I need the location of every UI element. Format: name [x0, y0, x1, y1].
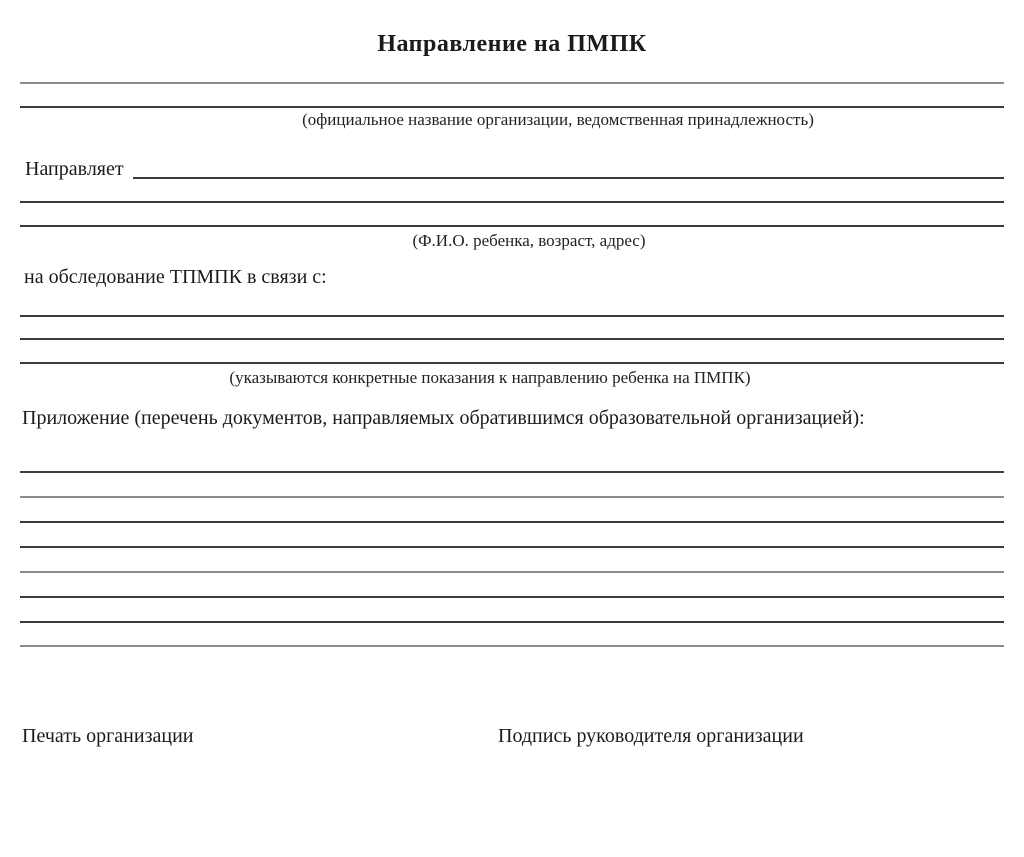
appendix-line-3 [20, 521, 1004, 523]
directs-label: Направляет [25, 158, 124, 180]
child-info-line-3 [20, 225, 1004, 227]
child-info-line-2 [20, 201, 1004, 203]
appendix-line-7 [20, 621, 1004, 623]
appendix-line-4 [20, 546, 1004, 548]
appendix-line-5 [20, 571, 1004, 573]
reason-caption: (указываются конкретные показания к направлению ребенка на ПМПК) [229, 368, 751, 387]
stamp-label: Печать организации [22, 725, 194, 747]
org-name-line-2 [20, 106, 1004, 108]
child-caption: (Ф.И.О. ребенка, возраст, адрес) [412, 231, 646, 250]
child-info-line-1 [133, 177, 1004, 179]
signature-label: Подпись руководителя организации [498, 725, 804, 747]
appendix-line-8 [20, 645, 1004, 647]
referral-text: на обследование ТПМПК в связи с: [24, 266, 327, 288]
appendix-label: Приложение (перечень документов, направляемых обратившимся образовательной организацией): [22, 407, 865, 429]
reason-line-1 [20, 315, 1004, 317]
org-caption: (официальное название организации, ведомственная принадлежность) [302, 110, 814, 129]
org-name-line-1 [20, 82, 1004, 84]
reason-line-2 [20, 338, 1004, 340]
appendix-line-2 [20, 496, 1004, 498]
appendix-line-1 [20, 471, 1004, 473]
page-title: Направление на ПМПК [377, 31, 647, 57]
appendix-line-6 [20, 596, 1004, 598]
reason-line-3 [20, 362, 1004, 364]
